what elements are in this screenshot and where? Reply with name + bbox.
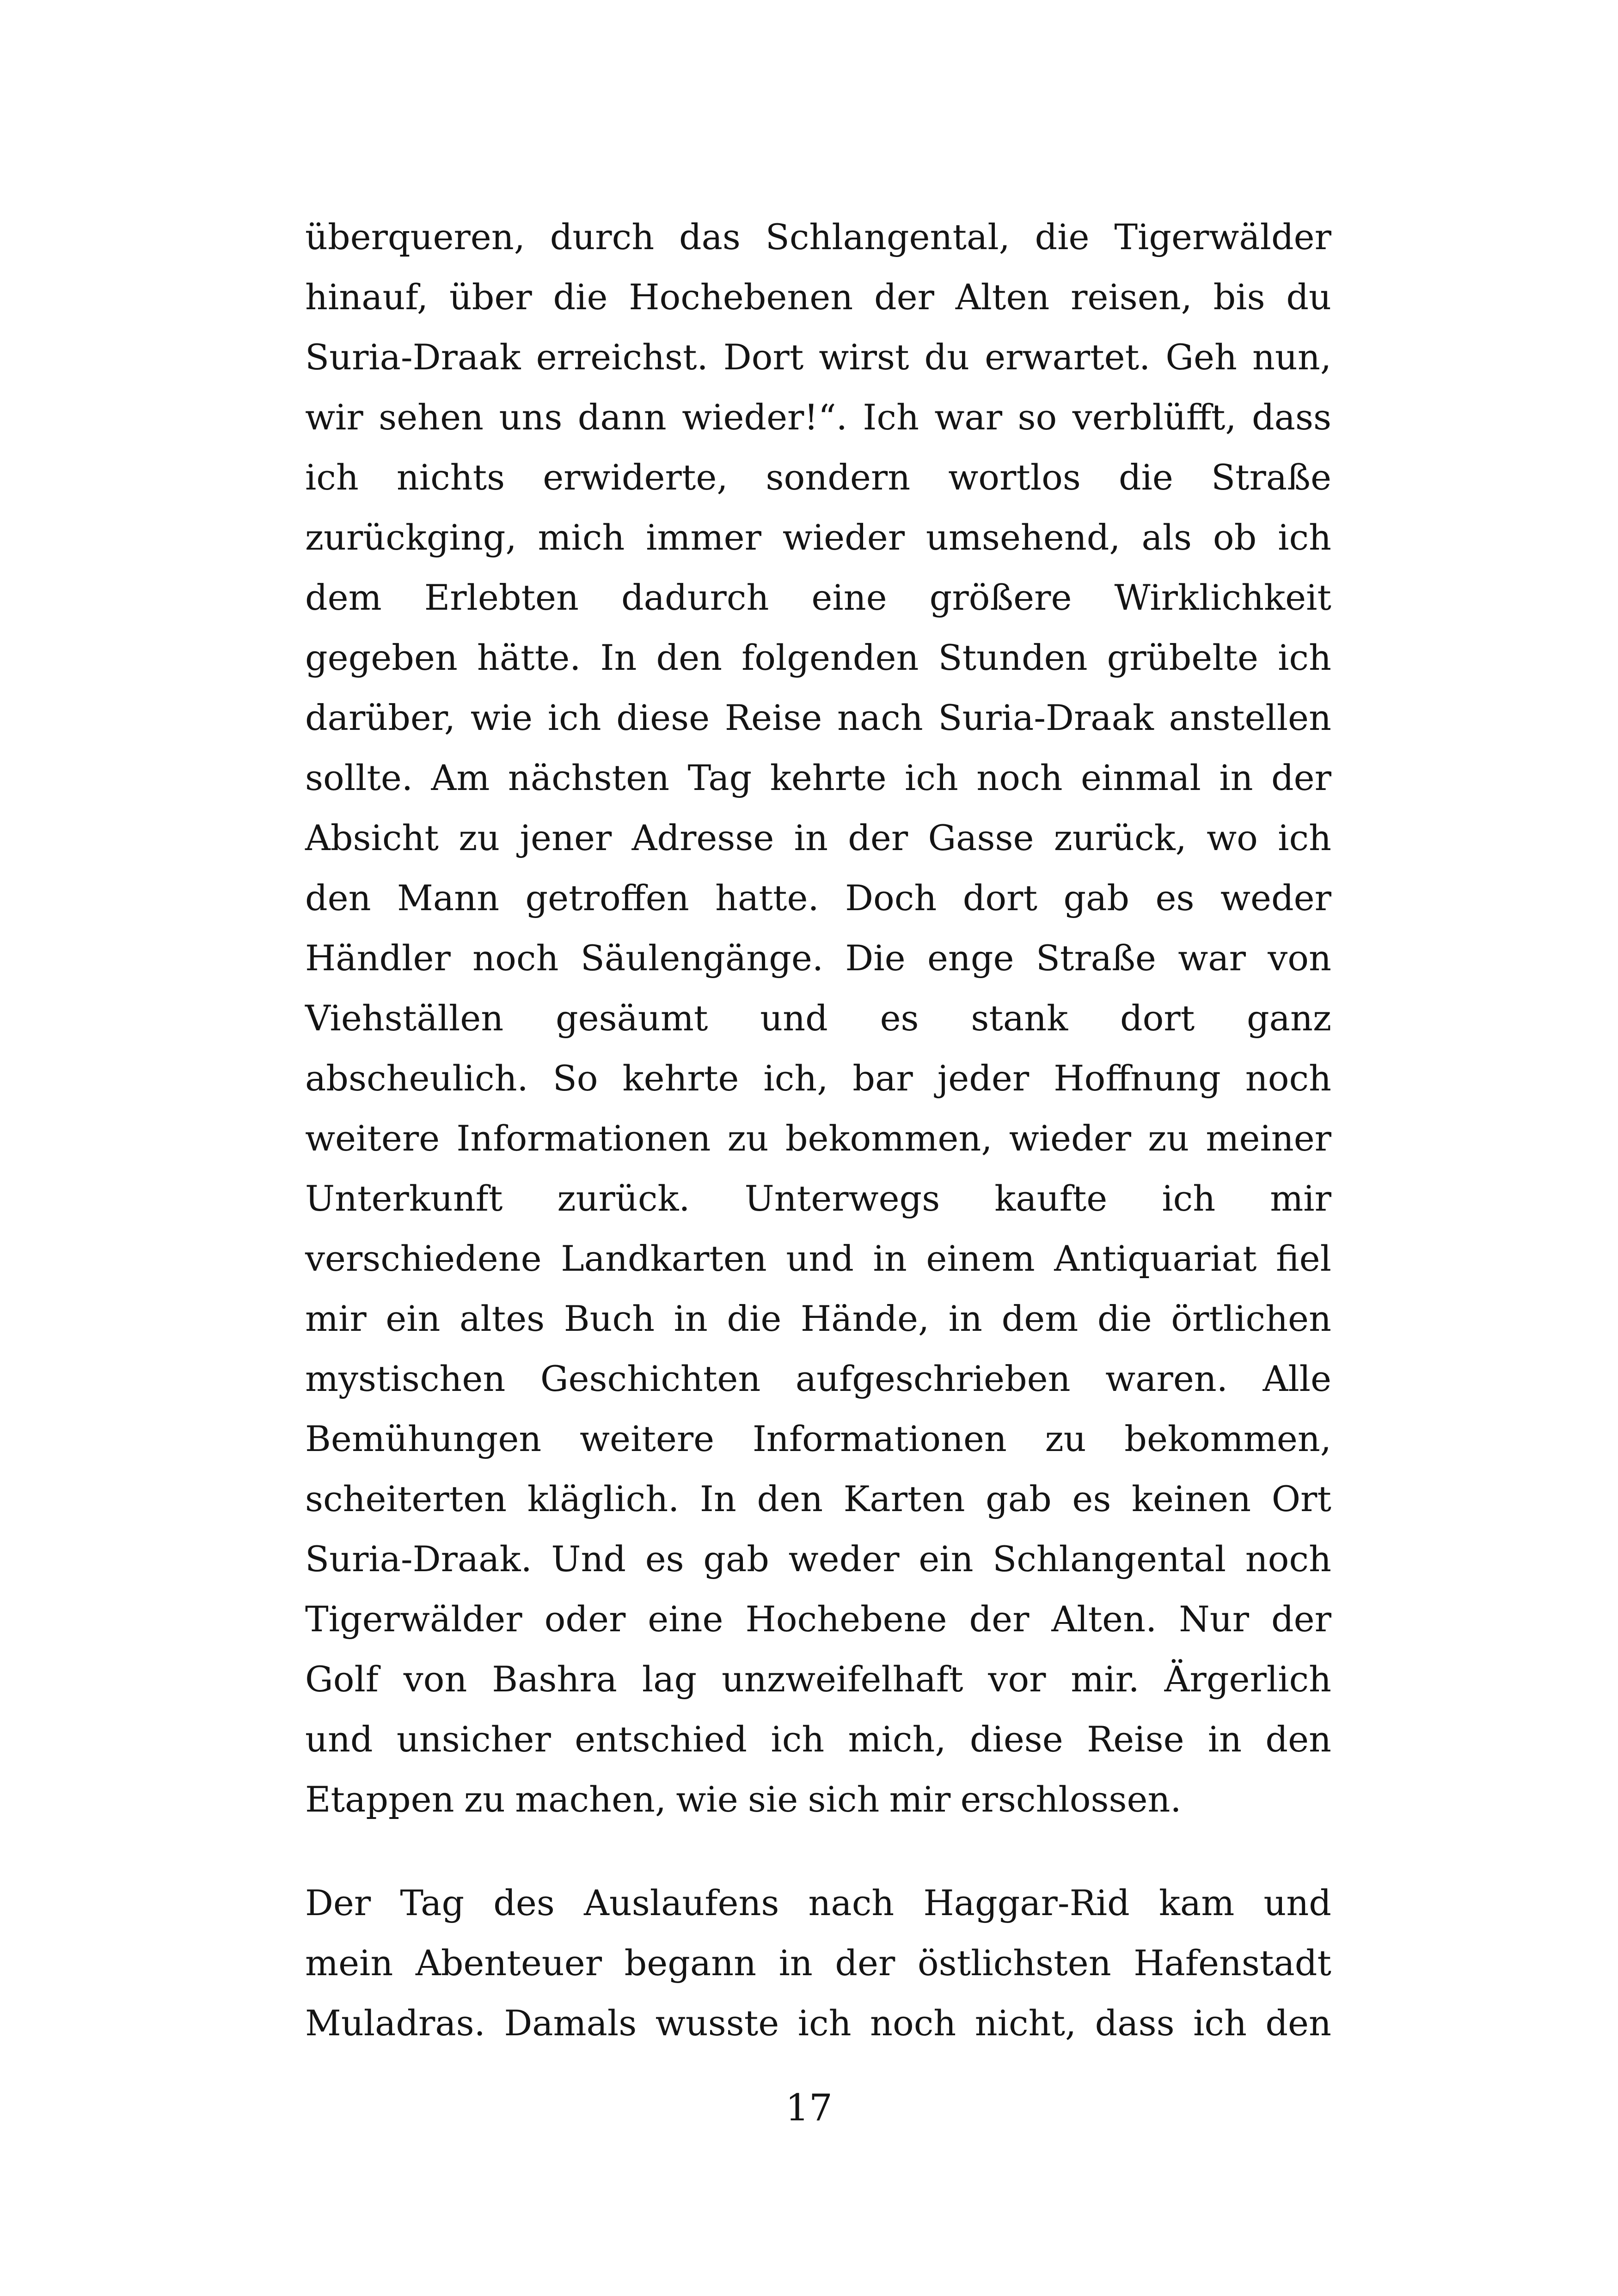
text-line xyxy=(305,1589,1331,1649)
word: Bemühungen xyxy=(305,1418,542,1459)
word: dort xyxy=(1120,998,1195,1039)
word: So xyxy=(552,1058,598,1099)
word: ich, xyxy=(763,1058,828,1099)
word: ich xyxy=(905,757,958,798)
word: Hochebene xyxy=(745,1598,947,1640)
word: der xyxy=(1271,1598,1331,1640)
text-line xyxy=(305,1769,1331,1830)
text-line xyxy=(305,1229,1331,1289)
word: jeder xyxy=(937,1058,1030,1099)
word: örtlichen xyxy=(1171,1298,1331,1339)
word: ich xyxy=(305,457,359,498)
word: Säulengänge. xyxy=(580,937,823,979)
word: noch xyxy=(1245,1058,1331,1099)
word: darüber, xyxy=(305,697,456,738)
word: der xyxy=(874,276,934,318)
word: dann xyxy=(577,397,667,438)
word: grübelte xyxy=(1107,637,1259,678)
word: hatte. xyxy=(715,877,819,918)
word: Ich xyxy=(863,397,919,438)
word: zurückging, xyxy=(305,517,517,558)
word: Reise xyxy=(1087,1719,1184,1760)
text-line xyxy=(305,748,1331,808)
word: wie xyxy=(676,1779,738,1820)
word: immer xyxy=(646,517,761,558)
word: noch xyxy=(870,2002,956,2044)
word: Mann xyxy=(397,877,500,918)
word: eine xyxy=(648,1598,723,1640)
word: weitere xyxy=(305,1118,440,1159)
word: Suria-Draak. xyxy=(305,1538,532,1580)
word: der xyxy=(835,1942,895,1984)
word: Erlebten xyxy=(424,577,579,618)
word: Suria-Draak xyxy=(305,337,521,378)
word: In xyxy=(699,1478,736,1519)
word: anstellen xyxy=(1169,697,1331,738)
word: es xyxy=(1072,1478,1111,1519)
word: zu xyxy=(1045,1418,1086,1459)
word: Antiquariat xyxy=(1054,1238,1257,1279)
word: Schlangental xyxy=(993,1538,1226,1580)
word: zu xyxy=(727,1118,769,1159)
word: es xyxy=(645,1538,684,1580)
word: Karten xyxy=(843,1478,965,1519)
word: der xyxy=(969,1598,1030,1640)
word: war xyxy=(934,397,1003,438)
word: Adresse xyxy=(631,817,774,858)
word: Doch xyxy=(845,877,937,918)
word: gesäumt xyxy=(555,998,708,1039)
word: hätte. xyxy=(477,637,581,678)
word: über xyxy=(449,276,532,318)
text-line xyxy=(305,628,1331,688)
word: ich xyxy=(1278,817,1331,858)
word: abscheulich. xyxy=(305,1058,528,1099)
word: nach xyxy=(837,697,923,738)
word: einem xyxy=(926,1238,1035,1279)
word: dem xyxy=(305,577,382,618)
word: den xyxy=(305,877,371,918)
word: weitere xyxy=(579,1418,715,1459)
word: Und xyxy=(551,1538,626,1580)
word: Tag xyxy=(687,757,752,798)
word: kläglich. xyxy=(527,1478,680,1519)
word: Wirklichkeit xyxy=(1114,577,1331,618)
word: zurück, xyxy=(1054,817,1187,858)
page-number: 17 xyxy=(785,2086,833,2129)
word: Haggar-Rid xyxy=(923,1882,1130,1923)
word: Unterwegs xyxy=(744,1178,940,1219)
text-line xyxy=(305,1349,1331,1409)
word: Ort xyxy=(1271,1478,1331,1519)
word: größere xyxy=(929,577,1072,618)
word: ich xyxy=(1162,1178,1216,1219)
word: weder xyxy=(788,1538,900,1580)
word: den xyxy=(757,1478,823,1519)
text-line xyxy=(305,688,1331,748)
word: so xyxy=(1017,397,1057,438)
word: erschlossen. xyxy=(960,1779,1182,1820)
word: eine xyxy=(811,577,887,618)
word: Hoffnung xyxy=(1054,1058,1221,1099)
word: verschiedene xyxy=(305,1238,542,1279)
text-line xyxy=(305,1289,1331,1349)
word: verblüfft, xyxy=(1072,397,1237,438)
word: in xyxy=(794,817,828,858)
text-line xyxy=(305,1048,1331,1108)
word: Tigerwälder xyxy=(1114,216,1331,257)
word: ich xyxy=(547,697,601,738)
word: keinen xyxy=(1131,1478,1251,1519)
word: in xyxy=(873,1238,907,1279)
text-line xyxy=(305,1529,1331,1589)
word: unsicher xyxy=(396,1719,551,1760)
text-line xyxy=(305,1709,1331,1769)
word: entschied xyxy=(575,1719,748,1760)
word: In xyxy=(600,637,637,678)
word: dass xyxy=(1251,397,1331,438)
word: ich xyxy=(1193,2002,1247,2044)
word: mich xyxy=(538,517,625,558)
word: wirst xyxy=(819,337,909,378)
word: Hafenstadt xyxy=(1134,1942,1331,1984)
word: Nur xyxy=(1179,1598,1249,1640)
text-line xyxy=(305,1933,1331,1993)
word: die xyxy=(1035,216,1090,257)
word: Informationen xyxy=(752,1418,1007,1459)
word: die xyxy=(1118,457,1173,498)
word: Bashra xyxy=(492,1659,617,1700)
text-line xyxy=(305,508,1331,568)
word: diese xyxy=(616,697,710,738)
text-line xyxy=(305,1649,1331,1709)
word: die xyxy=(727,1298,782,1339)
word: enge xyxy=(927,937,1014,979)
word: wir xyxy=(305,397,363,438)
word: Absicht xyxy=(305,817,439,858)
paragraph xyxy=(305,1873,1331,2053)
word: der xyxy=(848,817,908,858)
text-line xyxy=(305,1108,1331,1169)
word: der xyxy=(1271,757,1331,798)
word: in xyxy=(948,1298,983,1339)
word: mir. xyxy=(1071,1659,1140,1700)
word: getroffen xyxy=(525,877,689,918)
word: Reise xyxy=(724,697,822,738)
word: nichts xyxy=(396,457,505,498)
word: Golf xyxy=(305,1659,379,1700)
word: noch xyxy=(472,937,559,979)
word: wieder xyxy=(1009,1118,1131,1159)
word: Geschichten xyxy=(540,1358,761,1399)
word: und xyxy=(1263,1882,1331,1923)
word: sollte. xyxy=(305,757,413,798)
word: nicht, xyxy=(974,2002,1077,2044)
word: dem xyxy=(1001,1298,1079,1339)
word: lag xyxy=(642,1659,697,1700)
word: Tag xyxy=(400,1882,465,1923)
text-line xyxy=(305,447,1331,508)
word: unzweifelhaft xyxy=(721,1659,963,1700)
word: wieder!“. xyxy=(682,397,847,438)
word: gab xyxy=(1063,877,1130,918)
word: Unterkunft xyxy=(305,1178,503,1219)
word: dadurch xyxy=(621,577,769,618)
word: einmal xyxy=(1080,757,1201,798)
word: sehen xyxy=(379,397,484,438)
text-line xyxy=(305,327,1331,387)
word: meiner xyxy=(1206,1118,1331,1159)
word: Auslaufens xyxy=(583,1882,779,1923)
word: von xyxy=(1268,937,1331,979)
word: den xyxy=(656,637,723,678)
word: du xyxy=(1286,276,1331,318)
word: mir xyxy=(889,1779,951,1820)
word: des xyxy=(493,1882,555,1923)
word: östlichsten xyxy=(917,1942,1111,1984)
text-line xyxy=(305,1169,1331,1229)
word: und xyxy=(305,1719,373,1760)
word: mystischen xyxy=(305,1358,506,1399)
word: ein xyxy=(386,1298,441,1339)
word: die xyxy=(1097,1298,1152,1339)
word: Etappen xyxy=(305,1779,454,1820)
word: in xyxy=(1219,757,1253,798)
word: sondern xyxy=(766,457,911,498)
word: kaufte xyxy=(994,1178,1108,1219)
word: Die xyxy=(845,937,906,979)
word: noch xyxy=(1245,1538,1331,1580)
text-line xyxy=(305,568,1331,628)
word: mein xyxy=(305,1942,393,1984)
word: kehrte xyxy=(622,1058,739,1099)
text-line xyxy=(305,267,1331,327)
word: Händler xyxy=(305,937,451,979)
word: uns xyxy=(499,397,563,438)
word: zu xyxy=(459,817,500,858)
word: sie xyxy=(748,1779,798,1820)
word: mir xyxy=(305,1298,367,1339)
word: reisen, xyxy=(1071,276,1192,318)
word: sich xyxy=(808,1779,880,1820)
word: umsehend, xyxy=(925,517,1121,558)
word: nach xyxy=(808,1882,895,1923)
word: und xyxy=(760,998,828,1039)
word: bekommen, xyxy=(785,1118,993,1159)
word: durch xyxy=(550,216,655,257)
paragraph xyxy=(305,207,1331,1830)
word: gab xyxy=(986,1478,1052,1519)
word: Ärgerlich xyxy=(1164,1659,1331,1700)
word: zu xyxy=(1148,1118,1189,1159)
word: ich xyxy=(1278,517,1331,558)
word: Am xyxy=(431,757,490,798)
word: den xyxy=(1265,1719,1331,1760)
word: stank xyxy=(971,998,1068,1039)
word: du xyxy=(924,337,970,378)
word: mir xyxy=(1270,1178,1331,1219)
word: zurück. xyxy=(557,1178,690,1219)
word: ich xyxy=(771,1719,825,1760)
word: nächsten xyxy=(508,757,670,798)
word: scheiterten xyxy=(305,1478,507,1519)
word: ich xyxy=(1278,637,1331,678)
word: erwiderte, xyxy=(543,457,728,498)
word: ich xyxy=(797,2002,852,2044)
word: Hände, xyxy=(800,1298,930,1339)
text-line xyxy=(305,1873,1331,1933)
word: Straße xyxy=(1036,937,1156,979)
word: hinauf, xyxy=(305,276,429,318)
word: mich, xyxy=(848,1719,946,1760)
word: überqueren, xyxy=(305,216,525,257)
word: Landkarten xyxy=(561,1238,767,1279)
word: Der xyxy=(305,1882,371,1923)
word: kehrte xyxy=(770,757,887,798)
word: wie xyxy=(470,697,533,738)
text-line xyxy=(305,1469,1331,1529)
word: Viehställen xyxy=(305,998,504,1039)
word: Alten. xyxy=(1051,1598,1157,1640)
word: Geh xyxy=(1165,337,1237,378)
word: erreichst. xyxy=(536,337,708,378)
word: waren. xyxy=(1105,1358,1228,1399)
text-line xyxy=(305,988,1331,1048)
word: wo xyxy=(1207,817,1258,858)
word: Buch xyxy=(564,1298,655,1339)
word: gegeben xyxy=(305,637,458,678)
word: noch xyxy=(976,757,1063,798)
text-line xyxy=(305,868,1331,928)
word: Alten xyxy=(955,276,1050,318)
word: weder xyxy=(1220,877,1331,918)
word: ein xyxy=(919,1538,974,1580)
word: und xyxy=(786,1238,854,1279)
word: Alle xyxy=(1263,1358,1331,1399)
word: nun, xyxy=(1252,337,1331,378)
text-line xyxy=(305,207,1331,267)
word: war xyxy=(1178,937,1246,979)
word: aufgeschrieben xyxy=(795,1358,1071,1399)
word: kam xyxy=(1158,1882,1235,1923)
word: Straße xyxy=(1211,457,1331,498)
text-line xyxy=(305,387,1331,447)
word: begann xyxy=(624,1942,757,1984)
word: bar xyxy=(852,1058,913,1099)
word: in xyxy=(778,1942,813,1984)
word: dort xyxy=(962,877,1038,918)
word: zu xyxy=(464,1779,505,1820)
word: Gasse xyxy=(928,817,1034,858)
word: dass xyxy=(1095,2002,1175,2044)
word: erwartet. xyxy=(985,337,1151,378)
word: Schlangental, xyxy=(765,216,1010,257)
word: wusste xyxy=(655,2002,779,2044)
body-text xyxy=(305,207,1331,2053)
word: folgenden xyxy=(742,637,919,678)
word: als xyxy=(1141,517,1192,558)
text-line xyxy=(305,1409,1331,1469)
word: von xyxy=(403,1659,467,1700)
word: diese xyxy=(969,1719,1063,1760)
word: oder xyxy=(544,1598,626,1640)
word: Abenteuer xyxy=(415,1942,602,1984)
word: Tigerwälder xyxy=(305,1598,522,1640)
word: es xyxy=(1155,877,1195,918)
word: Hochebenen xyxy=(629,276,853,318)
word: Damals xyxy=(504,2002,637,2044)
word: wieder xyxy=(782,517,905,558)
text-line xyxy=(305,928,1331,988)
word: Suria-Draak xyxy=(938,697,1154,738)
word: in xyxy=(674,1298,708,1339)
word: den xyxy=(1265,2002,1331,2044)
word: fiel xyxy=(1275,1238,1331,1279)
word: in xyxy=(1207,1719,1242,1760)
word: machen, xyxy=(515,1779,667,1820)
word: Stunden xyxy=(938,637,1088,678)
word: es xyxy=(880,998,919,1039)
word: vor xyxy=(988,1659,1046,1700)
word: jener xyxy=(520,817,612,858)
word: altes xyxy=(460,1298,545,1339)
text-line xyxy=(305,808,1331,868)
word: bis xyxy=(1213,276,1265,318)
word: gab xyxy=(703,1538,769,1580)
word: wortlos xyxy=(948,457,1081,498)
text-line xyxy=(305,1993,1331,2053)
word: Muladras. xyxy=(305,2002,485,2044)
word: ob xyxy=(1213,517,1257,558)
word: Informationen xyxy=(456,1118,711,1159)
word: die xyxy=(553,276,608,318)
word: das xyxy=(679,216,741,257)
paragraph-gap xyxy=(305,1830,1331,1873)
word: ganz xyxy=(1247,998,1331,1039)
word: Dort xyxy=(723,337,804,378)
word: bekommen, xyxy=(1124,1418,1331,1459)
